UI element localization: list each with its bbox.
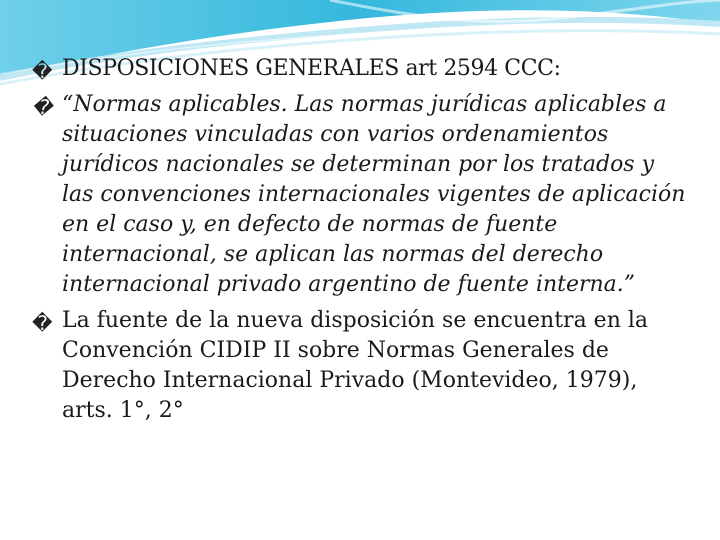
slide-content bbox=[32, 54, 692, 432]
bullet-icon: � bbox=[32, 59, 53, 83]
bullet-icon: � bbox=[32, 95, 53, 119]
bullet-icon: � bbox=[32, 311, 53, 335]
heading-paragraph bbox=[32, 54, 692, 84]
source-text: La fuente de la nueva disposición se encuentra en la Convención CIDIP II sobre Normas Generales de Derecho Internacional Privado (Montevideo, 1979), arts. 1°, 2° bbox=[62, 308, 649, 423]
quote-paragraph bbox=[32, 90, 692, 300]
source-paragraph bbox=[32, 306, 692, 426]
quote-text: “Normas aplicables. Las normas jurídicas aplicables a situaciones vinculadas con varios ordenamientos jurídicos nacionales se determinan por los tratados y las convenciones internacionales vigentes de aplicación en el caso y, en defecto de normas de fuente internacional, se aplican las normas del derecho internacional privado argentino de fuente interna.” bbox=[62, 92, 686, 297]
heading-text: DISPOSICIONES GENERALES art 2594 CCC: bbox=[62, 56, 561, 81]
